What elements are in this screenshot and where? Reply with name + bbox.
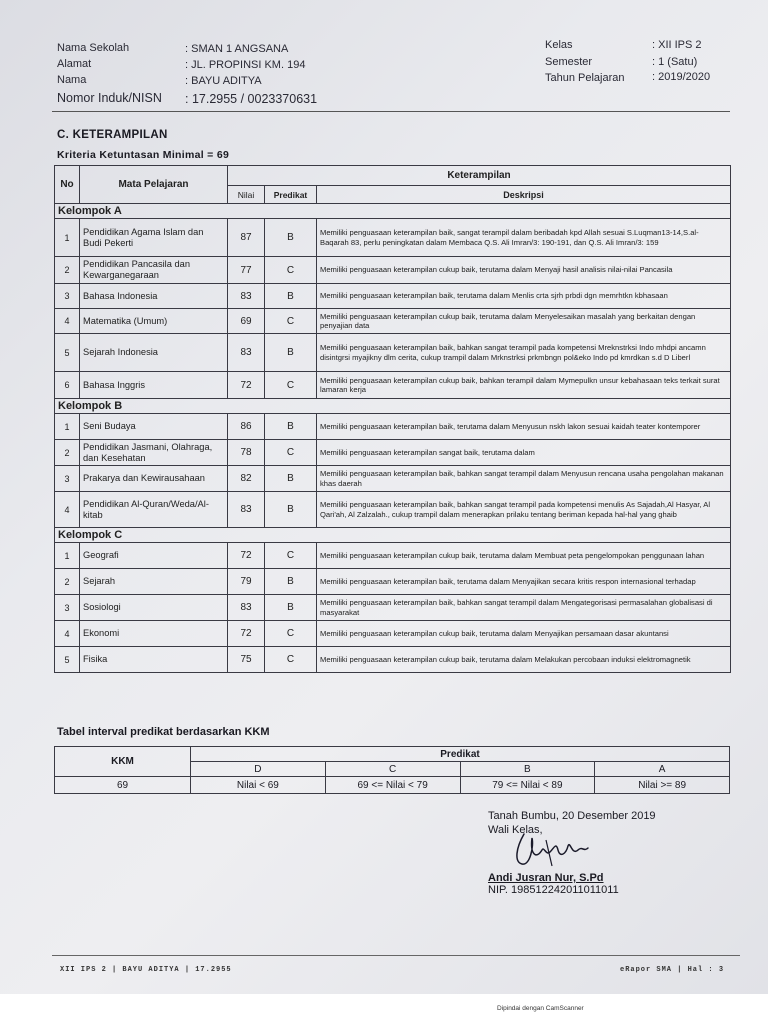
row-subject: Fisika <box>80 647 228 673</box>
group-label: Kelompok B <box>55 399 731 414</box>
table-row <box>55 621 731 647</box>
row-predicate: C <box>265 257 317 284</box>
row-score: 83 <box>228 492 265 528</box>
row-score: 72 <box>228 621 265 647</box>
row-score: 75 <box>228 647 265 673</box>
row-predicate: B <box>265 595 317 621</box>
row-no: 4 <box>55 309 80 334</box>
row-score: 72 <box>228 543 265 569</box>
table-row <box>55 492 731 528</box>
row-score: 69 <box>228 309 265 334</box>
address-value: : JL. PROPINSI KM. 194 <box>185 59 306 71</box>
table-row <box>55 257 731 284</box>
footer-left: XII IPS 2 | BAYU ADITYA | 17.2955 <box>60 966 232 974</box>
grade-a: A <box>595 762 730 777</box>
row-description: Memiliki penguasaan keterampilan cukup baik, terutama dalam Melakukan percobaan induksi elektromagnetik <box>317 647 731 673</box>
row-predicate: B <box>265 219 317 257</box>
row-subject: Pendidikan Pancasila dan Kewarganegaraan <box>80 257 228 284</box>
skills-table <box>54 165 731 673</box>
class-label: Kelas <box>545 39 573 51</box>
row-predicate: C <box>265 647 317 673</box>
teacher-name: Andi Jusran Nur, S.Pd <box>488 872 604 884</box>
row-predicate: B <box>265 569 317 595</box>
group-label: Kelompok C <box>55 528 731 543</box>
row-score: 83 <box>228 334 265 372</box>
row-no: 5 <box>55 647 80 673</box>
range-d: Nilai < 69 <box>191 777 326 794</box>
kkm-line: Kriteria Ketuntasan Minimal = 69 <box>57 149 230 161</box>
row-subject: Bahasa Inggris <box>80 372 228 399</box>
year-value: : 2019/2020 <box>652 71 711 83</box>
row-subject: Ekonomi <box>80 621 228 647</box>
table-row <box>55 309 731 334</box>
row-description: Memiliki penguasaan keterampilan cukup baik, terutama dalam Menyaji hasil analisis nilai-nilai Pancasila <box>317 257 731 284</box>
table-row <box>55 647 731 673</box>
row-description: Memiliki penguasaan keterampilan baik, terutama dalam Menyusun nskh lakon sesuai kaidah teater kontemporer <box>317 414 731 440</box>
row-predicate: B <box>265 466 317 492</box>
row-description: Memiliki penguasaan keterampilan sangat baik, terutama dalam <box>317 440 731 466</box>
predikat-header: Predikat <box>191 747 730 762</box>
row-description: Memiliki penguasaan keterampilan baik, sangat terampil dalam beribadah kpd Allah sesuai S.Luqman13-14,S.al-Baqarah 83, perlu peningkatan dalam Membaca Q.S. Ali Imran/3: 190-191, dan Q.S. Ali Imran/3: 159 <box>317 219 731 257</box>
row-no: 1 <box>55 543 80 569</box>
table-row <box>55 440 731 466</box>
row-predicate: B <box>265 414 317 440</box>
semester-value: : 1 (Satu) <box>652 56 698 68</box>
row-subject: Pendidikan Al-Quran/Weda/Al-kitab <box>80 492 228 528</box>
row-subject: Seni Budaya <box>80 414 228 440</box>
row-no: 4 <box>55 621 80 647</box>
interval-table <box>54 746 730 794</box>
col-no: No <box>55 166 80 204</box>
nisn-label: Nomor Induk/NISN <box>57 91 162 105</box>
row-score: 72 <box>228 372 265 399</box>
semester-label: Semester <box>545 56 593 68</box>
kkm-header: KKM <box>55 747 191 777</box>
table-row <box>55 219 731 257</box>
row-subject: Matematika (Umum) <box>80 309 228 334</box>
row-no: 2 <box>55 257 80 284</box>
row-no: 1 <box>55 414 80 440</box>
table-row <box>55 372 731 399</box>
range-b: 79 <= Nilai < 89 <box>460 777 595 794</box>
row-no: 2 <box>55 569 80 595</box>
row-subject: Bahasa Indonesia <box>80 284 228 309</box>
group-label: Kelompok A <box>55 204 731 219</box>
table-row <box>55 466 731 492</box>
signature-role: Wali Kelas, <box>488 824 543 836</box>
row-subject: Pendidikan Jasmani, Olahraga, dan Kesehatan <box>80 440 228 466</box>
row-no: 3 <box>55 284 80 309</box>
range-a: Nilai >= 89 <box>595 777 730 794</box>
range-c: 69 <= Nilai < 79 <box>325 777 460 794</box>
grade-c: C <box>325 762 460 777</box>
group-row <box>55 399 731 414</box>
row-predicate: B <box>265 334 317 372</box>
row-score: 77 <box>228 257 265 284</box>
name-label: Nama <box>57 74 87 86</box>
row-description: Memiliki penguasaan keterampilan baik, bahkan sangat terampil pada kompetensi Mreknstrksi Indo mhdpi ancamn disintgrsi myajikny dlm cerita, cukup trampil dalam Mrknstrksi prkmbngn pol&eko Indo pd kmrdkan s.d D Liberl <box>317 334 731 372</box>
school-value: : SMAN 1 ANGSANA <box>185 43 289 55</box>
kkm-value: 69 <box>55 777 191 794</box>
section-title: C. KETERAMPILAN <box>57 129 168 141</box>
row-subject: Prakarya dan Kewirausahaan <box>80 466 228 492</box>
header-divider <box>52 111 730 112</box>
row-description: Memiliki penguasaan keterampilan baik, terutama dalam Menlis crta sjrh prbdi dgn memrhtkn kbhasaan <box>317 284 731 309</box>
row-description: Memiliki penguasaan keterampilan baik, terutama dalam Menyajikan secara kritis respon internasional terhadap <box>317 569 731 595</box>
row-predicate: C <box>265 372 317 399</box>
row-description: Memiliki penguasaan keterampilan cukup baik, terutama dalam Membuat peta pengelompokan penggunaan lahan <box>317 543 731 569</box>
table-row <box>55 414 731 440</box>
address-label: Alamat <box>57 58 92 70</box>
row-description: Memiliki penguasaan keterampilan cukup baik, terutama dalam Menyajikan persamaan dasar akuntansi <box>317 621 731 647</box>
col-score: Nilai <box>228 186 265 204</box>
table-row <box>55 543 731 569</box>
interval-title: Tabel interval predikat berdasarkan KKM <box>57 726 270 738</box>
footer-divider <box>52 955 740 956</box>
col-predicate: Predikat <box>265 186 317 204</box>
table-row <box>55 595 731 621</box>
group-row <box>55 528 731 543</box>
row-predicate: C <box>265 309 317 334</box>
row-description: Memiliki penguasaan keterampilan cukup baik, terutama dalam Menyelesaikan masalah yang berkaitan dengan penyajian data <box>317 309 731 334</box>
row-subject: Sejarah Indonesia <box>80 334 228 372</box>
place-date: Tanah Bumbu, 20 Desember 2019 <box>488 810 656 822</box>
row-subject: Sejarah <box>80 569 228 595</box>
row-predicate: B <box>265 492 317 528</box>
col-description: Deskripsi <box>317 186 731 204</box>
row-predicate: C <box>265 440 317 466</box>
row-predicate: B <box>265 284 317 309</box>
row-score: 82 <box>228 466 265 492</box>
row-score: 83 <box>228 284 265 309</box>
row-subject: Pendidikan Agama Islam dan Budi Pekerti <box>80 219 228 257</box>
row-description: Memiliki penguasaan keterampilan baik, bahkan sangat terampil dalam Mengategorisasi permasalahan globalisasi di masyarakat <box>317 595 731 621</box>
grade-d: D <box>191 762 326 777</box>
nisn-value: : 17.2955 / 0023370631 <box>185 92 318 106</box>
table-row <box>55 284 731 309</box>
row-score: 87 <box>228 219 265 257</box>
group-row <box>55 204 731 219</box>
row-description: Memiliki penguasaan keterampilan cukup baik, bahkan terampil dalam Mymepulkn unsur kebahasaan teks terkait surat lamaran kerja <box>317 372 731 399</box>
school-label: Nama Sekolah <box>57 42 130 54</box>
row-subject: Geografi <box>80 543 228 569</box>
year-label: Tahun Pelajaran <box>545 72 625 84</box>
row-subject: Sosiologi <box>80 595 228 621</box>
row-description: Memiliki penguasaan keterampilan baik, bahkan sangat terampil dalam Menyusun rencana usaha pengolahan makanan khas daerah <box>317 466 731 492</box>
row-no: 6 <box>55 372 80 399</box>
row-score: 83 <box>228 595 265 621</box>
handwritten-signature <box>506 826 596 876</box>
scanner-note: Dipindai dengan CamScanner <box>497 1005 584 1012</box>
row-no: 3 <box>55 595 80 621</box>
row-score: 78 <box>228 440 265 466</box>
row-description: Memiliki penguasaan keterampilan baik, bahkan sangat terampil pada kompetensi menulis As Sajadah,Al Hasyar, Al Qari'ah, Al Zalzalah., cukup trampil dalam menerapkan prilaku tentang beriman kepada hal-hal yang ghaib <box>317 492 731 528</box>
row-score: 79 <box>228 569 265 595</box>
table-row <box>55 334 731 372</box>
row-no: 3 <box>55 466 80 492</box>
teacher-nip: NIP. 198512242011011011 <box>488 884 619 896</box>
row-no: 5 <box>55 334 80 372</box>
row-no: 1 <box>55 219 80 257</box>
row-no: 4 <box>55 492 80 528</box>
row-no: 2 <box>55 440 80 466</box>
row-predicate: C <box>265 543 317 569</box>
grade-b: B <box>460 762 595 777</box>
row-score: 86 <box>228 414 265 440</box>
row-predicate: C <box>265 621 317 647</box>
footer-right: eRapor SMA | Hal : 3 <box>620 966 725 974</box>
class-value: : XII IPS 2 <box>652 39 702 51</box>
col-subject: Mata Pelajaran <box>80 166 228 204</box>
col-skill: Keterampilan <box>228 166 731 186</box>
name-value: : BAYU ADITYA <box>185 75 262 87</box>
table-body <box>55 204 731 673</box>
table-row <box>55 569 731 595</box>
